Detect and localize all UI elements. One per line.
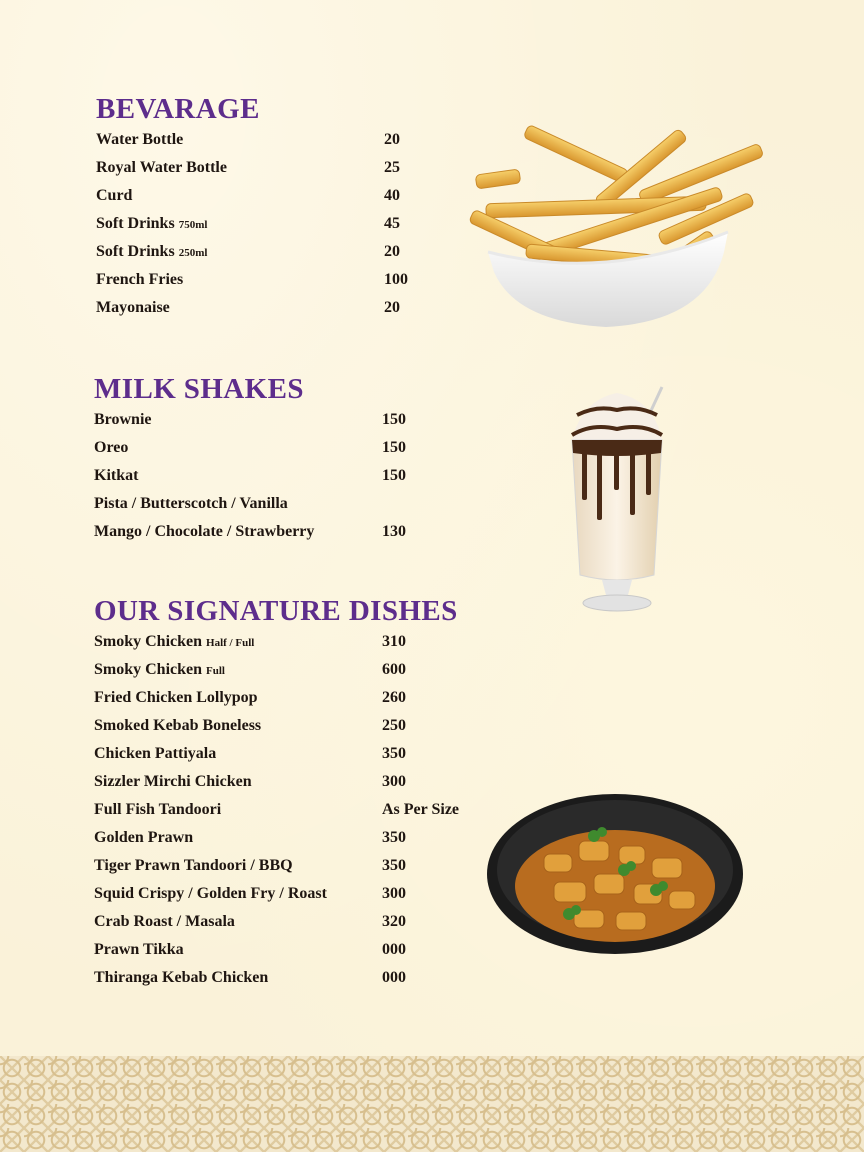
menu-item-price: 350	[382, 829, 406, 846]
menu-item	[94, 880, 458, 908]
milkshakes-list	[94, 406, 406, 546]
menu-item-price: 45	[384, 215, 400, 232]
menu-item-price: 300	[382, 885, 406, 902]
french-fries-image	[466, 122, 766, 332]
menu-item-portion: 250ml	[178, 247, 208, 259]
menu-item-portion: 750ml	[178, 219, 208, 231]
menu-item-price: 000	[382, 941, 406, 958]
menu-item-name: Soft Drinks	[96, 215, 179, 232]
menu-item-portion: Half / Full	[206, 637, 255, 649]
menu-item-name: Thiranga Kebab Chicken	[94, 969, 269, 986]
menu-item	[94, 462, 406, 490]
menu-item	[94, 936, 458, 964]
beverage-heading: BEVARAGE	[96, 93, 260, 125]
menu-item-name: Water Bottle	[96, 131, 184, 148]
menu-item-name: French Fries	[96, 271, 184, 288]
milkshake-image	[562, 385, 672, 615]
menu-item-price: As Per Size	[382, 801, 460, 818]
menu-item	[94, 628, 458, 656]
signature-dishes-section	[94, 594, 458, 992]
menu-item-price: 320	[382, 913, 406, 930]
menu-item-name: Squid Crispy / Golden Fry / Roast	[94, 885, 327, 902]
menu-item-price: 20	[384, 299, 400, 316]
signature-dishes-list	[94, 628, 458, 992]
menu-item-name: Brownie	[94, 411, 152, 428]
menu-item-name: Chicken Pattiyala	[94, 745, 217, 762]
menu-item-name: Curd	[96, 187, 133, 204]
menu-item	[94, 684, 458, 712]
menu-item-price: 150	[382, 439, 406, 456]
menu-item	[96, 182, 400, 210]
menu-item	[94, 964, 458, 992]
menu-item-name: Fried Chicken Lollypop	[94, 689, 258, 706]
menu-item-name: Soft Drinks	[96, 243, 179, 260]
menu-item-name: Mayonaise	[96, 299, 170, 316]
menu-item-price: 250	[382, 717, 406, 734]
milkshakes-section	[94, 372, 406, 546]
menu-item-name: Kitkat	[94, 467, 139, 484]
menu-item-price: 350	[382, 857, 406, 874]
beverage-section	[96, 92, 408, 322]
menu-item-price: 600	[382, 661, 406, 678]
menu-item-name: Mango / Chocolate / Strawberry	[94, 523, 315, 540]
menu-item-price: 40	[384, 187, 400, 204]
menu-item	[96, 294, 400, 322]
menu-item-name: Pista / Butterscotch / Vanilla	[94, 495, 288, 512]
menu-item-name: Sizzler Mirchi Chicken	[94, 773, 252, 790]
menu-item	[94, 712, 458, 740]
menu-item-name: Smoky Chicken	[94, 633, 207, 650]
menu-item	[94, 406, 406, 434]
menu-item	[96, 126, 400, 154]
menu-item	[94, 796, 458, 824]
menu-item	[94, 852, 458, 880]
chicken-curry-image	[484, 786, 746, 958]
menu-item-price: 100	[384, 271, 408, 288]
beverage-list	[96, 126, 408, 322]
menu-item-portion: Full	[206, 665, 225, 677]
menu-item-price: 25	[384, 159, 400, 176]
menu-item-price: 350	[382, 745, 406, 762]
menu-item-price: 20	[384, 243, 400, 260]
menu-item	[94, 518, 406, 546]
menu-item-price: 150	[382, 467, 406, 484]
menu-item	[94, 656, 458, 684]
menu-item-name: Full Fish Tandoori	[94, 801, 222, 818]
menu-item	[94, 434, 406, 462]
signature-dishes-heading: OUR SIGNATURE DISHES	[94, 595, 458, 627]
menu-item	[96, 154, 400, 182]
ornamental-footer-pattern	[0, 1056, 864, 1152]
menu-item-name: Oreo	[94, 439, 129, 456]
menu-item	[96, 238, 400, 266]
milkshakes-heading: MILK SHAKES	[94, 373, 304, 405]
menu-item-name: Smoky Chicken	[94, 661, 207, 678]
menu-item-name: Smoked Kebab Boneless	[94, 717, 262, 734]
menu-item-name: Golden Prawn	[94, 829, 194, 846]
menu-item	[94, 740, 458, 768]
menu-item-price: 130	[382, 523, 406, 540]
menu-item	[94, 824, 458, 852]
menu-item-price: 150	[382, 411, 406, 428]
menu-item-name: Tiger Prawn Tandoori / BBQ	[94, 857, 293, 874]
menu-item-price: 000	[382, 969, 406, 986]
menu-item	[96, 210, 400, 238]
menu-item-price: 310	[382, 633, 406, 650]
menu-item-price: 300	[382, 773, 406, 790]
menu-item-price: 20	[384, 131, 400, 148]
menu-item	[96, 266, 408, 294]
menu-item	[94, 490, 314, 518]
menu-item-name: Prawn Tikka	[94, 941, 184, 958]
menu-item	[94, 908, 458, 936]
menu-item-name: Royal Water Bottle	[96, 159, 227, 176]
menu-item	[94, 768, 458, 796]
menu-item-price: 260	[382, 689, 406, 706]
menu-item-name: Crab Roast / Masala	[94, 913, 235, 930]
